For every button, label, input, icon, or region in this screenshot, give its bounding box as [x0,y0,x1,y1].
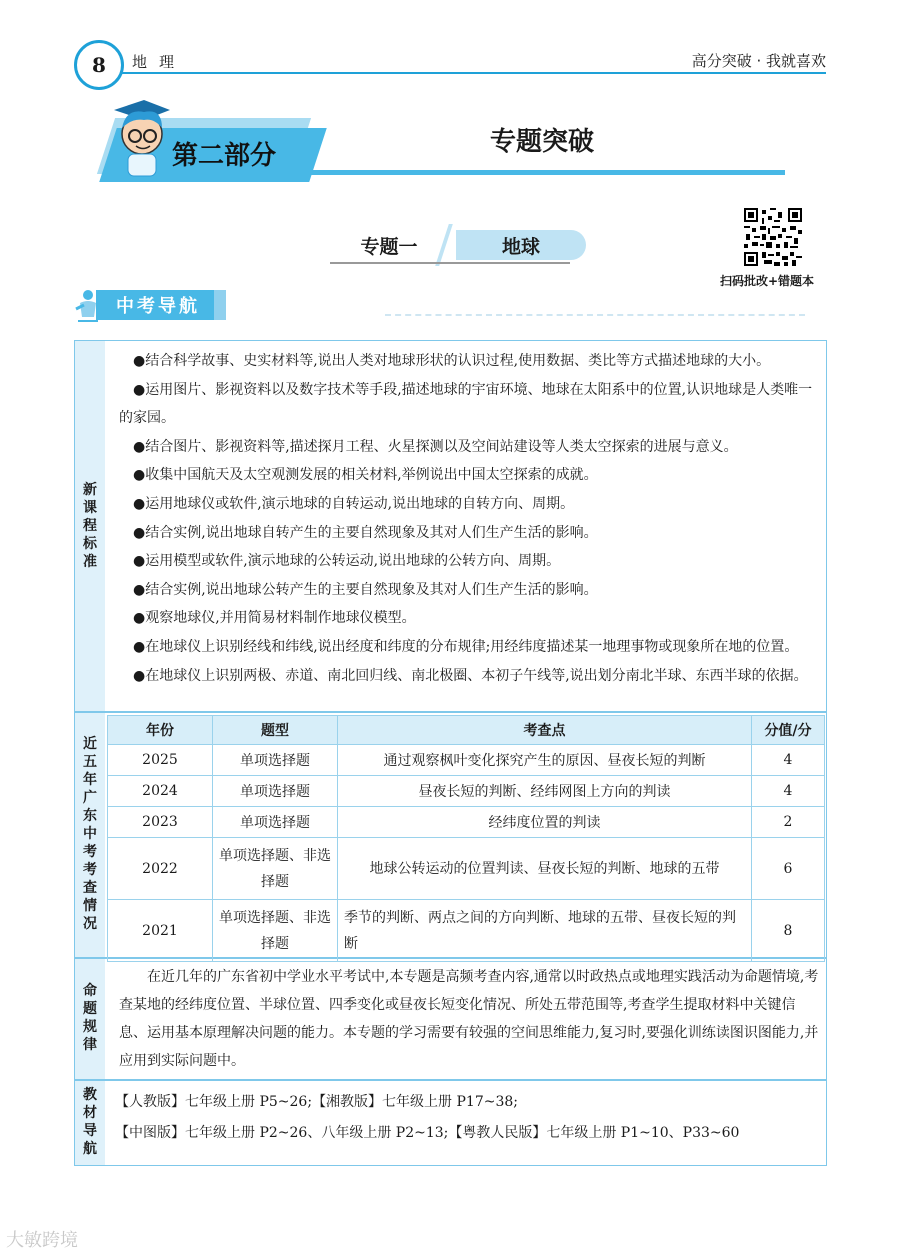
section-label-char: 新 [83,482,97,498]
section-label-char: 广 [83,790,97,806]
standard-item: ●在地球仪上识别经线和纬线,说出经度和纬度的分布规律;用经纬度描述某一地理事物或现象所在地的位置。 [133,638,799,655]
col-header-type: 题型 [213,716,338,745]
section-label-char: 查 [83,880,97,896]
cell-type: 单项选择题 [213,745,338,776]
divider [75,711,826,713]
textbook-line: 【人教版】七年级上册 P5~26;【湘教版】七年级上册 P17~38; [115,1094,518,1110]
section-label-char: 准 [83,554,97,570]
qr-caption: 扫码批改+错题本 [720,274,815,288]
table-row [108,838,825,900]
col-header-score: 分值/分 [752,716,825,745]
cell-point: 经纬度位置的判读 [338,807,752,838]
table-row [108,745,825,776]
section-label-char: 五 [83,754,97,770]
navigation-box [74,340,827,1166]
topic-name: 地球 [456,230,586,260]
law-label [75,957,105,1079]
section-label-char: 规 [83,1019,97,1035]
col-header-year: 年份 [108,716,213,745]
standard-item: ●观察地球仪,并用简易材料制作地球仪模型。 [133,610,416,627]
standard-item: ●结合图片、影视资料等,描述探月工程、火星探测以及空间站建设等人类太空探索的进展与意义。 [133,438,738,455]
header-slogan: 高分突破 · 我就喜欢 [691,52,826,70]
topic-heading [330,230,570,262]
mascot-icon [106,94,176,180]
divider [75,1079,826,1081]
section-label-char: 命 [83,983,97,999]
subject-label: 地理 [132,53,187,71]
section-label-char: 标 [83,536,97,552]
cell-year: 2025 [108,745,213,776]
topic-underline [330,262,570,264]
cell-score: 6 [752,838,825,900]
section-label-char: 情 [83,898,97,914]
cell-type: 单项选择题、非选择题 [213,900,338,962]
standard-item: ●结合实例,说出地球自转产生的主要自然现象及其对人们生产生活的影响。 [133,524,598,541]
cell-type: 单项选择题、非选择题 [213,838,338,900]
part-stripe [300,170,785,175]
section-label-char: 导 [83,1123,97,1139]
exam-table [107,715,825,962]
section-label-char: 律 [83,1037,97,1053]
standard-item: ●运用地球仪或软件,演示地球的自转运动,说出地球的自转方向、周期。 [133,495,575,512]
exam-label [75,711,105,957]
qr-code-icon[interactable] [744,208,802,266]
standard-item: ●结合科学故事、史实材料等,说出人类对地球形状的认识过程,使用数据、类比等方式描述地球的大小。 [133,353,771,369]
textbook-guide [115,1087,815,1149]
section-label-char: 教 [83,1087,97,1103]
section-label-char: 考 [83,862,97,878]
cell-score: 2 [752,807,825,838]
section-label-char: 程 [83,518,97,534]
exam-law-text: 在近几年的广东省初中学业水平考试中,本专题是高频考查内容,通常以时政热点或地理实践活动为命题情境,考查某地的经纬度位置、半球位置、四季变化或昼夜长短变化情况、所处五带范围等,考查学生提取材料中关键信息、运用基本原理解决问题的能力。本专题的学习需要有较强的空间思维能力,复习时,要强化训练读图识图能力,并应用到实际问题中。 [119,969,819,1069]
table-row [108,900,825,962]
standards-label [75,341,105,711]
standard-item: ●收集中国航天及太空观测发展的相关材料,举例说出中国太空探索的成就。 [133,467,598,484]
cell-year: 2024 [108,776,213,807]
table-row [108,807,825,838]
section-label-char: 课 [83,500,97,516]
topic-number: 专题一 [360,235,418,258]
nav-dashed-rule [385,314,805,316]
section-label-char: 近 [83,736,97,752]
standards-list [119,347,819,690]
section-label-char: 年 [83,772,97,788]
standard-item: ●运用模型或软件,演示地球的公转运动,说出地球的公转方向、周期。 [133,553,561,570]
cell-score: 4 [752,745,825,776]
header-rule [80,72,826,74]
cell-score: 4 [752,776,825,807]
table-row [108,776,825,807]
standard-item: ●运用图片、影视资料以及数字技术等手段,描述地球的宇宙环境、地球在太阳系中的位置,认识地球是人类唯一的家园。 [119,381,813,427]
part-label: 第二部分 [172,141,277,171]
section-label-char: 况 [83,916,97,932]
col-header-point: 考查点 [338,716,752,745]
textbook-line: 【中图版】七年级上册 P2~26、八年级上册 P2~13;【粤教人民版】七年级上册 P1~10、P33~60 [115,1125,740,1141]
cell-year: 2021 [108,900,213,962]
section-label-char: 中 [83,826,97,842]
section-label-char: 东 [83,808,97,824]
cell-point: 季节的判断、两点之间的方向判断、地球的五带、昼夜长短的判断 [338,900,752,962]
cell-point: 昼夜长短的判断、经纬网图上方向的判读 [338,776,752,807]
cell-year: 2022 [108,838,213,900]
section-label-char: 考 [83,844,97,860]
table-header-row [108,716,825,745]
section-label-char: 航 [83,1141,97,1157]
cell-type: 单项选择题 [213,807,338,838]
cell-year: 2023 [108,807,213,838]
cell-point: 地球公转运动的位置判读、昼夜长短的判断、地球的五带 [338,838,752,900]
cell-score: 8 [752,900,825,962]
watermark: 大敏跨境 [6,1230,78,1251]
book-label [75,1079,105,1165]
part-title: 专题突破 [490,127,595,157]
page-number: 8 [74,40,124,90]
standard-item: ●在地球仪上识别两极、赤道、南北回归线、南北极圈、本初子午线等,说出划分南北半球、东西半球的依据。 [133,667,808,684]
section-label-char: 题 [83,1001,97,1017]
section-label-char: 材 [83,1105,97,1121]
cell-point: 通过观察枫叶变化探究产生的原因、昼夜长短的判断 [338,745,752,776]
nav-banner-tail [214,290,226,320]
cell-type: 单项选择题 [213,776,338,807]
nav-title: 中考导航 [116,296,200,317]
standard-item: ●结合实例,说出地球公转产生的主要自然现象及其对人们生产生活的影响。 [133,581,598,598]
